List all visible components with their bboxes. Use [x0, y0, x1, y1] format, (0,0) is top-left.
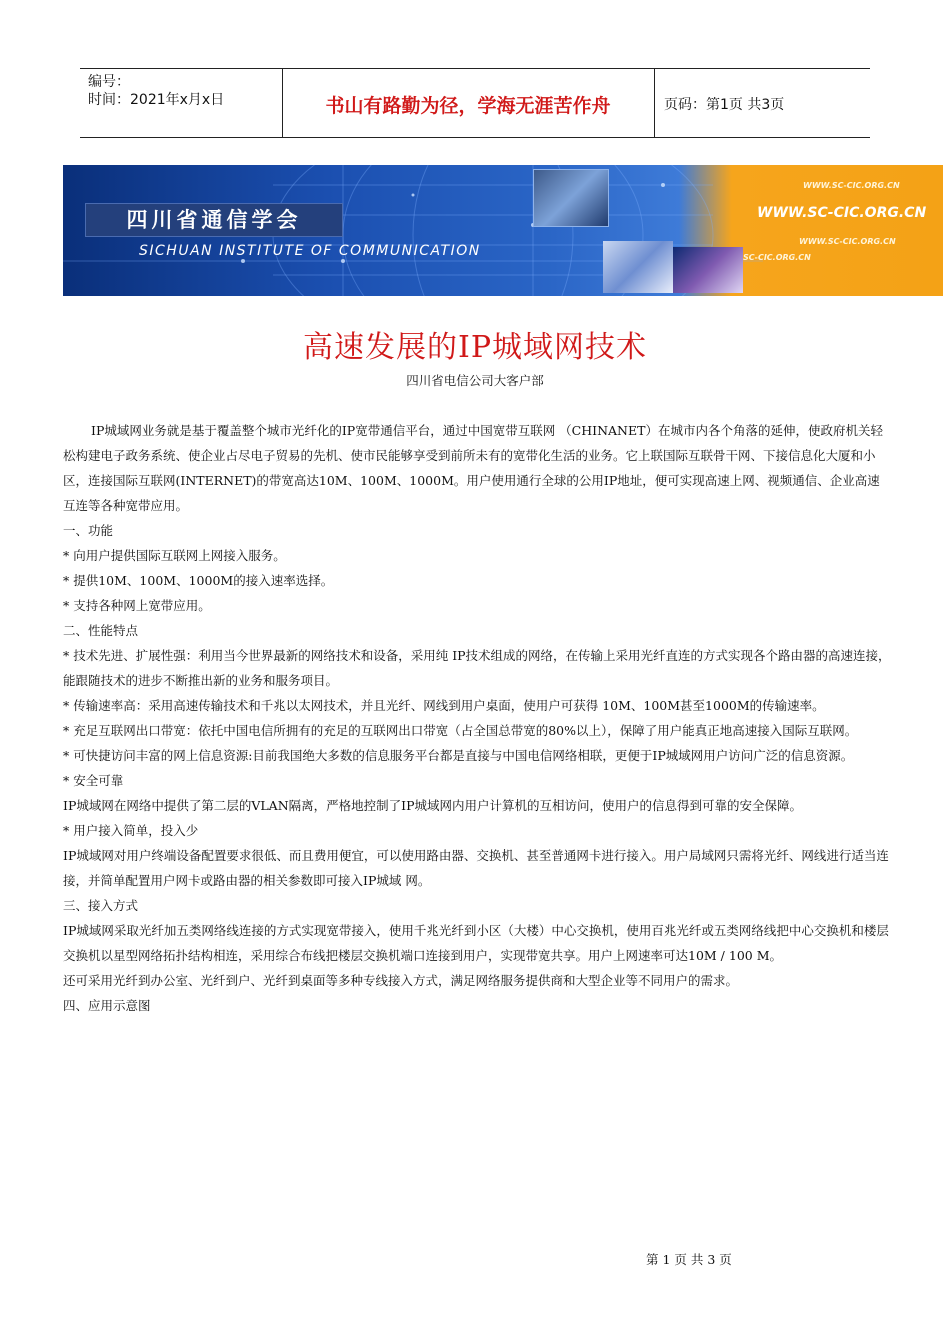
section-heading: 四、应用示意图 [63, 998, 151, 1013]
banner-url-small: WWW.SC-CIC.ORG.CN [803, 181, 900, 190]
body-paragraph: IP城域网在网络中提供了第二层的VLAN隔离，严格地控制了IP城域网内用户计算机的互相访问，使用户的信息得到可靠的安全保障。 [63, 798, 802, 813]
document-subtitle: 四川省电信公司大客户部 [406, 373, 544, 388]
banner-url-main: WWW.SC-CIC.ORG.CN [757, 205, 927, 221]
page-footer: 第 1 页 共 3 页 [646, 1252, 732, 1267]
section-heading: 二、性能特点 [63, 623, 139, 638]
institute-name-cn: 四川省通信学会 [85, 203, 343, 237]
document-body [63, 418, 891, 1018]
date-label: 时间：2021年x月x日 [88, 92, 225, 108]
bullet-item: * 充足互联网出口带宽：依托中国电信所拥有的充足的互联网出口带宽（占全国总带宽的80%以上），保障了用户能真正地高速接入国际互联网。 [63, 723, 858, 738]
bullet-item: * 可快捷访问丰富的网上信息资源:目前我国绝大多数的信息服务平台都是直接与中国电信网络相联，更便于IP城域网用户访问广泛的信息资源。 [63, 748, 854, 763]
section-heading: 三、接入方式 [63, 898, 139, 913]
bullet-item: * 安全可靠 [63, 773, 124, 788]
section-heading: 一、功能 [63, 523, 114, 538]
bullet-item: * 提供10M、100M、1000M的接入速率选择。 [63, 573, 334, 588]
body-paragraph: 还可采用光纤到办公室、光纤到户、光纤到桌面等多种专线接入方式，满足网络服务提供商和大型企业等不同用户的需求。 [63, 973, 739, 988]
body-paragraph: IP城域网采取光纤加五类网络线连接的方式实现宽带接入，使用千兆光纤到小区（大楼）中心交换机，使用百兆光纤或五类网络线把中心交换机和楼层交换机以星型网络拓扑结构相连，采用综合布线把楼层交换机端口连接到用户，实现带宽共享。用户上网速率可达10M / 100 M。 [63, 923, 889, 963]
bullet-item: * 技术先进、扩展性强：利用当今世界最新的网络技术和设备，采用纯 IP技术组成的网络，在传输上采用光纤直连的方式实现各个路由器的高速连接，能跟随技术的进步不断推出新的业务和服务项目。 [63, 648, 891, 688]
page-label: 页码：第1页 共3页 [664, 97, 785, 113]
bullet-item: * 支持各种网上宽带应用。 [63, 598, 211, 613]
bullet-item: * 向用户提供国际互联网上网接入服务。 [63, 548, 286, 563]
header-left-cell [88, 73, 224, 109]
satellite-photo [603, 241, 673, 293]
fiber-photo [673, 247, 743, 293]
bullet-item: * 用户接入简单，投入少 [63, 823, 199, 838]
handshake-photo [533, 169, 609, 227]
intro-paragraph: IP城域网业务就是基于覆盖整个城市光纤化的IP宽带通信平台，通过中国宽带互联网 （CHINANET）在城市内各个角落的延伸，使政府机关轻松构建电子政务系统、使企业占尽电子贸易的先机、使市民能够享受到前所未有的宽带化生活的业务。它上联国际互联骨干网、下接信息化大厦和小区，连接国际互联网(INTERNET)的带宽高达10M、100M、1000M。用户使用通行全球的公用IP地址，便可实现高速上网、视频通信、企业高速互连等各种宽带应用。 [63, 423, 883, 513]
body-paragraph: IP城域网对用户终端设备配置要求很低、而且费用便宜，可以使用路由器、交换机、甚至普通网卡进行接入。用户局域网只需将光纤、网线进行适当连接，并简单配置用户网卡或路由器的相关参数即可接入IP城域 网。 [63, 848, 889, 888]
number-label: 编号： [88, 74, 130, 90]
document-title: 高速发展的IP城域网技术 [302, 330, 648, 365]
header-table [80, 68, 870, 138]
bullet-item: * 传输速率高：采用高速传输技术和千兆以太网技术，并且光纤、网线到用户桌面，使用户可获得 10M、100M甚至1000M的传输速率。 [63, 698, 825, 713]
motto: 书山有路勤为径，学海无涯苦作舟 [325, 95, 611, 117]
institute-banner [63, 165, 943, 296]
banner-url-small: SC-CIC.ORG.CN [743, 253, 811, 262]
banner-url-small: WWW.SC-CIC.ORG.CN [799, 237, 896, 246]
institute-name-en: SICHUAN INSTITUTE OF COMMUNICATION [139, 243, 481, 259]
header-divider [654, 69, 655, 137]
